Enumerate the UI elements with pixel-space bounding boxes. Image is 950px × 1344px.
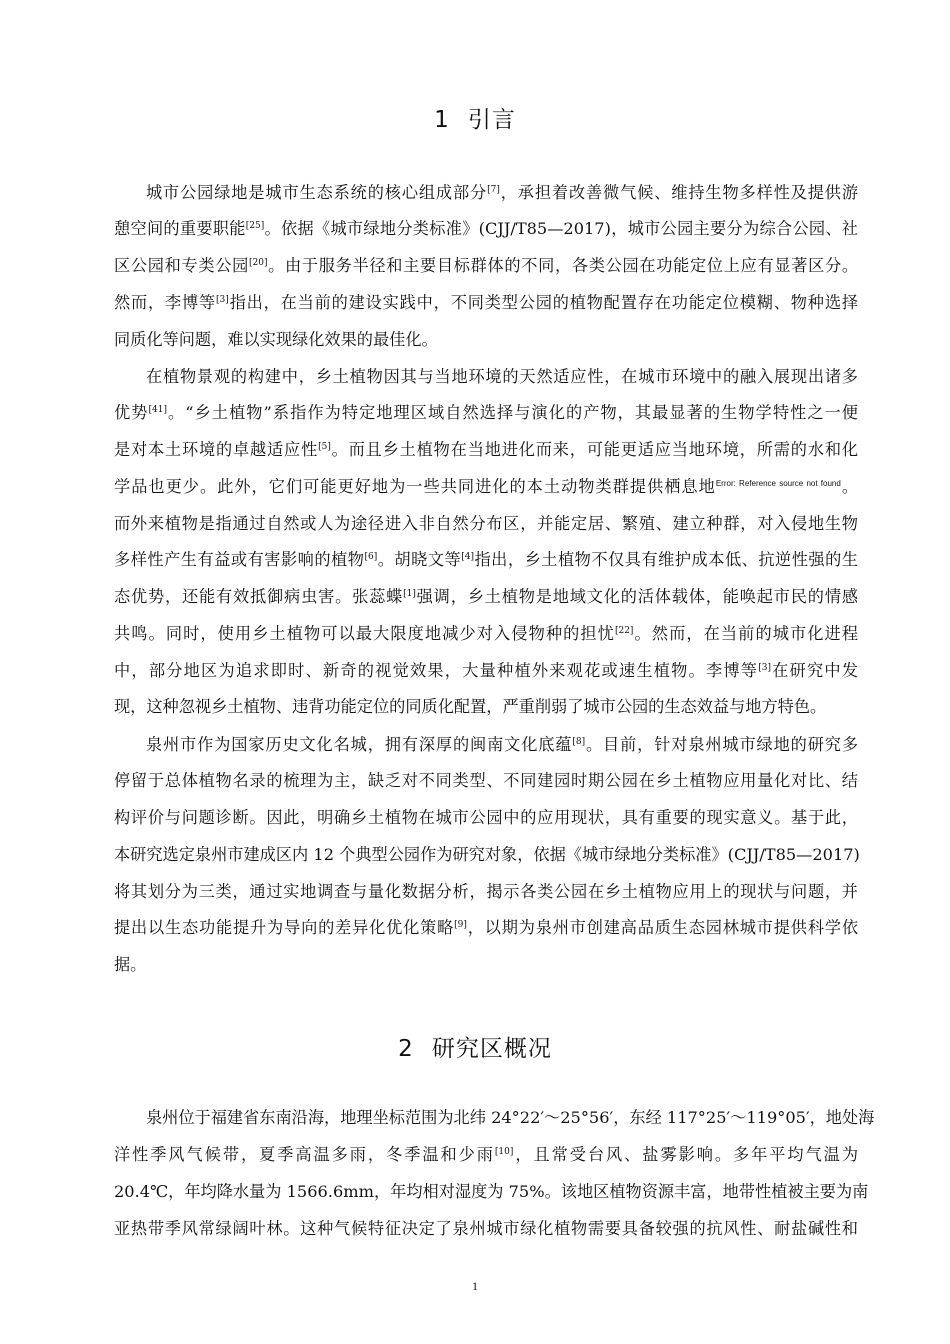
paragraph-line: 而外来植物是指通过自然或人为途径进入非自然分布区，并能定居、繁殖、建立种群，对入侵地生物 bbox=[114, 514, 858, 533]
section-1-title: 引言 bbox=[467, 107, 516, 133]
citation: [22] bbox=[614, 626, 634, 636]
section-1-heading bbox=[0, 101, 950, 134]
reference-error: Error: Reference source not found bbox=[715, 479, 841, 488]
paragraph-line: 多样性产生有益或有害影响的植物[6]。胡晓文等[4]指出，乡土植物不仅具有维护成本低、抗逆性强的生 bbox=[114, 550, 859, 569]
page-number: 1 bbox=[472, 1279, 478, 1293]
citation: [4] bbox=[461, 552, 474, 562]
citation: [1] bbox=[403, 589, 416, 599]
paragraph-line: 区公园和专类公园[20]。由于服务半径和主要目标群体的不同，各类公园在功能定位上应有显著区分。 bbox=[114, 256, 859, 275]
citation: [41] bbox=[148, 405, 167, 415]
citation: [6] bbox=[364, 552, 378, 562]
citation: [5] bbox=[318, 442, 331, 452]
paragraph-line: 同质化等问题，难以实现绿化效果的最佳化。 bbox=[114, 330, 438, 349]
citation: [8] bbox=[572, 737, 586, 747]
paragraph-line: 洋性季风气候带，夏季高温多雨，冬季温和少雨[10]，且常受台风、盐雾影响。多年平均气温为 bbox=[114, 1145, 859, 1164]
paragraph-line: 将其划分为三类，通过实地调查与量化数据分析，揭示各类公园在乡土植物应用上的现状与问题，并 bbox=[114, 882, 858, 901]
paragraph-line: 然而，李博等[3]指出，在当前的建设实践中，不同类型公园的植物配置存在功能定位模糊、物种选择 bbox=[114, 293, 859, 312]
section-2-title: 研究区概况 bbox=[431, 1036, 552, 1062]
citation: [7] bbox=[487, 185, 500, 195]
paragraph-line: 学品也更少。此外，它们可能更好地为一些共同进化的本土动物类群提供栖息地$^{Error: Reference source not found}$。 bbox=[114, 477, 859, 496]
section-2-number: 2 bbox=[398, 1036, 414, 1062]
paragraph-line: 共鸣。同时，使用乡土植物可以最大限度地减少对入侵物种的担忧[22]。然而，在当前的城市化进程 bbox=[114, 624, 859, 643]
citation: [10] bbox=[494, 1147, 514, 1157]
paragraph-line: 亚热带季风常绿阔叶林。这种气候特征决定了泉州城市绿化植物需要具备较强的抗风性、耐盐碱性和 bbox=[114, 1219, 858, 1238]
citation: [25] bbox=[245, 221, 265, 231]
paragraph-line: 憩空间的重要职能[25]。依据《城市绿地分类标准》(CJJ/T85—2017)，城市公园主要分为综合公园、社 bbox=[114, 219, 858, 238]
paragraph-line: 本研究选定泉州市建成区内 12 个典型公园作为研究对象，依据《城市绿地分类标准》(CJJ/T85—2017) bbox=[114, 845, 860, 864]
paragraph-line: 20.4℃，年均降水量为 1566.6mm，年均相对湿度为 75%。该地区植物资源丰富，地带性植被主要为南 bbox=[114, 1182, 869, 1201]
paragraph-line: 在植物景观的构建中，乡土植物因其与当地环境的天然适应性，在城市环境中的融入展现出诸多 bbox=[146, 367, 858, 386]
paragraph-line: 是对本土环境的卓越适应性[5]。而且乡土植物在当地进化而来，可能更适应当地环境，所需的水和化 bbox=[114, 440, 859, 459]
paragraph-line: 中，部分地区为追求即时、新奇的视觉效果，大量种植外来观花或速生植物。李博等[3]在研究中发 bbox=[114, 661, 859, 680]
citation: [3] bbox=[216, 295, 229, 305]
paragraph-line: 停留于总体植物名录的梳理为主，缺乏对不同类型、不同建园时期公园在乡土植物应用量化对比、结 bbox=[114, 771, 858, 790]
citation: [20] bbox=[248, 258, 268, 268]
section-2-heading bbox=[0, 1030, 950, 1063]
paragraph-line: 提出以生态功能提升为导向的差异化优化策略[9]，以期为泉州市创建高品质生态园林城市提供科学依 bbox=[114, 918, 859, 937]
paragraph-line: 构评价与问题诊断。因此，明确乡土植物在城市公园中的应用现状，具有重要的现实意义。基于此， bbox=[114, 808, 858, 827]
citation: [3] bbox=[758, 663, 771, 673]
paragraph-line: 泉州市作为国家历史文化名城，拥有深厚的闽南文化底蕴[8]。目前，针对泉州城市绿地的研究多 bbox=[146, 735, 859, 754]
paragraph-line: 据。 bbox=[114, 955, 147, 974]
paragraph-line: 优势[41]。“乡土植物”系指作为特定地理区域自然选择与演化的产物，其最显著的生物学特性之一便 bbox=[114, 403, 858, 422]
section-1-number: 1 bbox=[434, 107, 450, 133]
paragraph-line: 城市公园绿地是城市生态系统的核心组成部分[7]，承担着改善微气候、维持生物多样性及提供游 bbox=[146, 183, 859, 202]
paragraph-line: 态优势，还能有效抵御病虫害。张蕊蝶[1]强调，乡土植物是地域文化的活体载体，能唤起市民的情感 bbox=[114, 587, 859, 606]
citation: [9] bbox=[454, 920, 467, 930]
paragraph-line: 现，这种忽视乡土植物、违背功能定位的同质化配置，严重削弱了城市公园的生态效益与地方特色。 bbox=[114, 697, 827, 716]
paragraph-line: 泉州位于福建省东南沿海，地理坐标范围为北纬 24°22′～25°56′，东经 117°25′～119°05′，地处海 bbox=[146, 1108, 875, 1127]
